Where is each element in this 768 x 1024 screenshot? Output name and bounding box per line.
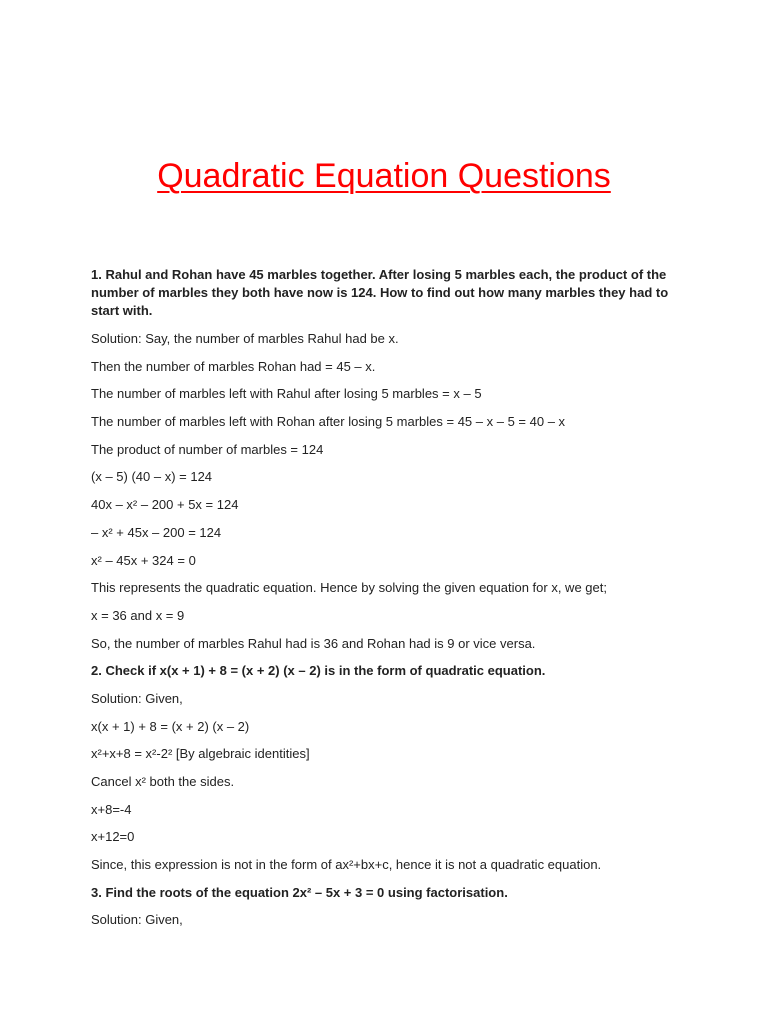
solution-line: Since, this expression is not in the form of ax²+bx+c, hence it is not a quadratic equation. [91,857,602,873]
solution-line: Solution: Given, [91,690,183,706]
equation-line: x(x + 1) + 8 = (x + 2) (x – 2) [91,718,250,734]
document-body [91,266,691,939]
equation-line: x+12=0 [91,829,135,845]
question-2: 2. Check if x(x + 1) + 8 = (x + 2) (x – 2) is in the form of quadratic equation. [91,663,546,679]
solution-line: Solution: Say, the number of marbles Rahul had be x. [91,331,399,346]
equation-line: x = 36 and x = 9 [91,607,185,623]
solution-line: So, the number of marbles Rahul had is 36 and Rohan had is 9 or vice versa. [91,635,536,651]
solution-line: Solution: Given, [91,912,183,928]
solution-line: Then the number of marbles Rohan had = 45 – x. [91,358,376,374]
equation-line: – x² + 45x – 200 = 124 [91,524,222,540]
equation-line: x+8=-4 [91,801,132,817]
question-1: 1. Rahul and Rohan have 45 marbles together. After losing 5 marbles each, the product of the number of marbles they both have now is 124. How to find out how many marbles they had to start with. [91,267,669,318]
solution-line: The number of marbles left with Rohan after losing 5 marbles = 45 – x – 5 = 40 – x [91,414,566,430]
solution-line: The number of marbles left with Rahul after losing 5 marbles = x – 5 [91,386,482,402]
solution-line: The product of number of marbles = 124 [91,441,324,457]
equation-line: x²+x+8 = x²-2² [By algebraic identities] [91,746,310,762]
solution-line: Cancel x² both the sides. [91,774,235,789]
page-title: Quadratic Equation Questions [157,157,611,195]
equation-line: x² – 45x + 324 = 0 [91,552,196,568]
equation-line: 40x – x² – 200 + 5x = 124 [91,497,239,513]
equation-line: (x – 5) (40 – x) = 124 [91,469,213,485]
solution-line: This represents the quadratic equation. Hence by solving the given equation for x, we get; [91,580,607,596]
question-3: 3. Find the roots of the equation 2x² – 5x + 3 = 0 using factorisation. [91,884,508,900]
